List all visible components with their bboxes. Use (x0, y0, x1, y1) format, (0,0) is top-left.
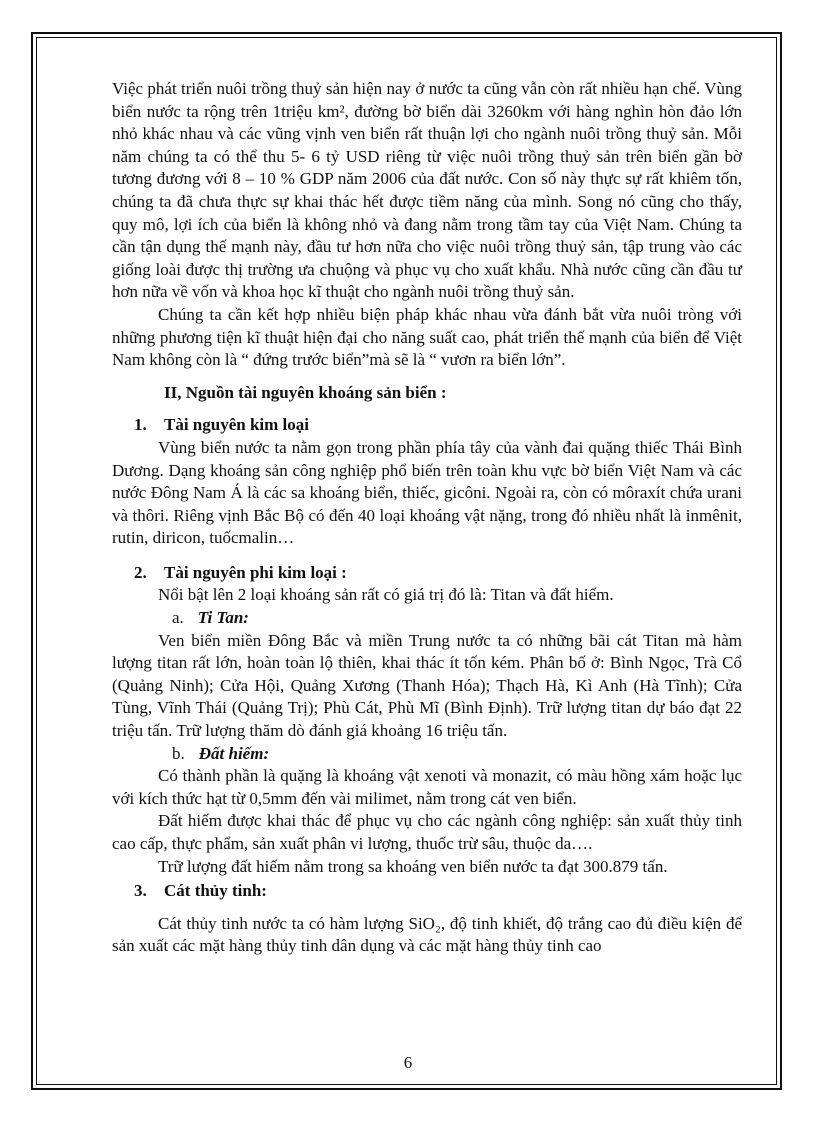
item-heading-titan (172, 607, 742, 630)
paragraph-rare-earth-uses: Đất hiếm được khai thác để phục vụ cho các ngành công nghiệp: sản xuất thủy tinh cao cấp, thực phẩm, sản xuất phân vi lượng, thuốc trừ sâu, thuộc da…. (112, 811, 742, 853)
paragraph-rare-earth-composition: Có thành phần là quặng là khoáng vật xenoti và monazit, có màu hồng xám hoặc lục với kích thức hạt từ 0,5mm đến vài milimet, nằm trong cát ven biển. (112, 766, 742, 808)
subsection-title: Cát thủy tinh: (164, 881, 267, 901)
item-title: Đất hiếm: (198, 743, 270, 763)
paragraph-rare-earth-reserves: Trữ lượng đất hiếm nằm trong sa khoáng ven biển nước ta đạt 300.879 tấn. (158, 856, 668, 876)
item-letter: a. (172, 608, 184, 628)
subsection-number: 3. (134, 881, 147, 901)
item-title: Ti Tan: (197, 608, 249, 628)
item-letter: b. (172, 743, 185, 763)
paragraph-titan: Ven biển miền Đông Bắc và miền Trung nước ta có những bãi cát Titan mà hàm lượng titan rất lớn, hoàn toàn lộ thiên, khai thác ít tốn kém. Phân bố ở: Bình Ngọc, Trà Cổ (Quảng Ninh); Cửa Hội, Quảng Xương (Thanh Hóa); Thạch Hà, Kì Anh (Hà Tĩnh); Cửa Tùng, Vĩnh Thái (Quảng Trị); Phù Cát, Phù Mĩ (Bình Định). Trữ lượng titan dự báo đạt 22 triệu tấn. Trữ lượng thăm dò đánh giá khoảng 16 triệu tấn. (112, 630, 742, 741)
subsection-heading-metals (134, 414, 742, 437)
section-heading-minerals: II, Nguồn tài nguyên khoáng sản biển : (164, 382, 447, 402)
paragraph-glass-sand: Cát thủy tinh nước ta có hàm lượng SiO₂, độ tinh khiết, độ trắng cao đủ điều kiện để sản xuất các mặt hàng thủy tinh dân dụng và các mặt hàng thủy tinh cao (112, 913, 742, 956)
paragraph-metals: Vùng biển nước ta nằm gọn trong phần phía tây của vành đai quặng thiếc Thái Bình Dương. Dạng khoáng sản công nghiệp phổ biến trên toàn khu vực bờ biển Việt Nam và các nước Đông Nam Á là các sa khoáng biển, thiếc, gicôni. Ngoài ra, còn có môraxít chứa urani và thôri. Riêng vịnh Bắc Bộ có đến 40 loại khoáng vật nặng, trong đó nhiều nhất là inmênit, rutin, diricon, tuốcmalin… (112, 437, 742, 548)
subsection-title: Tài nguyên phi kim loại : (164, 562, 347, 582)
paragraph-nonmetals-intro: Nổi bật lên 2 loại khoáng sản rất có giá trị đó là: Titan và đất hiếm. (158, 585, 614, 605)
subsection-number: 2. (134, 562, 147, 582)
paragraph-combine-methods: Chúng ta cần kết hợp nhiều biện pháp khác nhau vừa đánh bắt vừa nuôi tròng với những phương tiện kĩ thuật hiện đại cho năng suất cao, phát triển thế mạnh của biển để Việt Nam không còn là “ đứng trước biển”mà sẽ là “ vươn ra biển lớn”. (112, 304, 742, 370)
document-body (112, 78, 742, 958)
item-heading-rare-earth (172, 743, 742, 766)
page-number: 6 (403, 1053, 413, 1072)
subsection-heading-nonmetals (134, 562, 742, 585)
paragraph-aquaculture: Việc phát triển nuôi trồng thuỷ sản hiện nay ở nước ta cũng vẫn còn rất nhiều hạn chế. Vùng biển nước ta rộng trên 1triệu km², đường bờ biển dài 3260km với hàng nghìn hòn đảo lớn nhỏ khác nhau và các vũng vịnh ven biển rất thuận lợi cho ngành nuôi trồng thuỷ sản. Mỗi năm chúng ta có thể thu 5- 6 tỷ USD riêng từ việc nuôi trồng thuỷ sản trên biển gần bờ tương đương với 8 – 10 % GDP năm 2006 của đất nước. Con số này thực sự rất khiêm tốn, chúng ta đã chưa thực sự khai thác hết được tiềm năng của mình. Song nó cũng cho thấy, quy mô, lợi ích của biển là không nhỏ và đang nằm trong tầm tay của Việt Nam. Chúng ta cần tận dụng thế mạnh này, đầu tư hơn nữa cho việc nuôi trồng thuỷ sản, tập trung vào các giống loài được thị trường ưa chuộng và phục vụ cho xuất khẩu. Nhà nước cũng cần đầu tư hơn nữa về vốn và khoa học kĩ thuật cho ngành nuôi trồng thuỷ sản. (112, 79, 742, 302)
subsection-number: 1. (134, 415, 147, 435)
subsection-title: Tài nguyên kim loại (164, 415, 310, 435)
subsection-heading-glass-sand (134, 880, 742, 903)
